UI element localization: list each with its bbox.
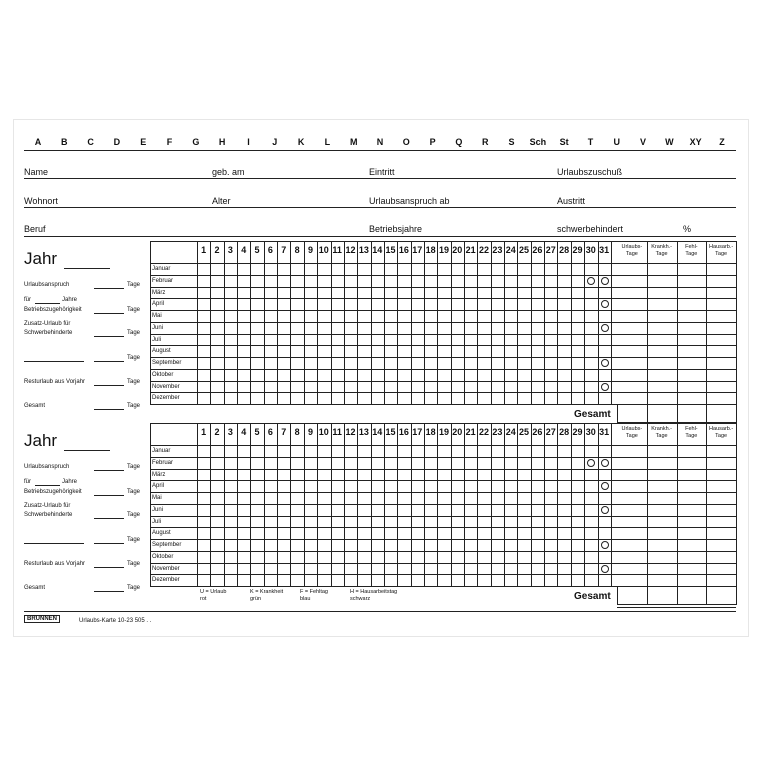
block-1-side-line-1 — [35, 303, 60, 304]
block-2-day-header-21: 21 — [465, 427, 476, 437]
block-1-summary-head-1-l1: Krankh.- — [651, 244, 673, 250]
alphabet-tab-a[interactable]: A — [34, 137, 42, 147]
legend-3-l2: schwarz — [350, 596, 371, 602]
block-2-sum-divider — [736, 423, 737, 605]
block-1-unavailable-day-marker — [601, 324, 609, 332]
block-2-day-header-3: 3 — [227, 427, 233, 437]
block-1-summary-head-3-l1: Hausarb.- — [709, 244, 734, 250]
block-2-sum-divider — [647, 423, 648, 605]
alphabet-tab-n[interactable]: N — [376, 137, 384, 147]
alphabet-tab-g[interactable]: G — [192, 137, 200, 147]
legend-2-l1: F = Fehltag — [300, 589, 328, 595]
block-1-day-header-13: 13 — [358, 245, 369, 255]
block-2-side-line-2 — [94, 495, 124, 496]
block-2-day-header-5: 5 — [254, 427, 260, 437]
block-1-row-line — [150, 275, 736, 276]
field-label-beruf: Beruf — [24, 224, 46, 234]
block-2-day-header-30: 30 — [585, 427, 596, 437]
block-1-jahr-line — [64, 268, 110, 269]
block-1-summary-head-1-l2: Tage — [655, 251, 668, 257]
block-1-row-line — [150, 263, 736, 264]
field-label-percent: % — [683, 224, 692, 234]
block-1-jahr-label: Jahr — [24, 249, 58, 268]
block-2-jahr-label: Jahr — [24, 431, 58, 450]
block-1-day-header-18: 18 — [425, 245, 436, 255]
legend-1-l2: grün — [250, 596, 262, 602]
field-label-alter: Alter — [212, 196, 231, 206]
block-1-day-header-28: 28 — [559, 245, 570, 255]
block-2-day-header-15: 15 — [385, 427, 396, 437]
block-2-row-line — [150, 539, 736, 540]
alphabet-tab-t[interactable]: T — [587, 137, 594, 147]
block-1-month-2: März — [152, 289, 166, 296]
block-2-month-2: März — [152, 471, 166, 478]
block-1-row-line — [150, 381, 736, 382]
block-2-day-header-6: 6 — [267, 427, 273, 437]
block-1-sum-divider — [647, 241, 648, 423]
block-2-row-line — [150, 574, 736, 575]
block-1-day-header-21: 21 — [465, 245, 476, 255]
alphabet-tab-k[interactable]: K — [297, 137, 305, 147]
block-1-row-line — [150, 334, 736, 335]
block-2-day-header-10: 10 — [318, 427, 329, 437]
block-1-day-header-7: 7 — [281, 245, 287, 255]
block-2-side-tage-extra: Tage — [127, 537, 141, 543]
block-2-day-header-27: 27 — [545, 427, 556, 437]
block-2-row-line — [150, 445, 736, 446]
block-2-row-line — [150, 551, 736, 552]
block-2-unavailable-day-marker — [601, 506, 609, 514]
block-2-gesamt-line — [617, 604, 736, 605]
block-2-side-line-7 — [94, 591, 124, 592]
alphabet-tab-st[interactable]: St — [559, 137, 569, 147]
block-1-side-zusatz2: Schwerbehinderte — [24, 330, 73, 336]
alphabet-tab-c[interactable]: C — [87, 137, 94, 147]
block-1-month-10: November — [152, 383, 180, 390]
block-1-summary-head-0-l2: Tage — [625, 251, 638, 257]
block-1-row-line — [150, 310, 736, 311]
block-1-row-line — [150, 287, 736, 288]
block-2-day-header-9: 9 — [307, 427, 313, 437]
block-2-side-zusatz1: Zusatz-Urlaub für — [24, 503, 71, 509]
block-1-day-header-1: 1 — [201, 245, 207, 255]
block-1-day-header-12: 12 — [345, 245, 356, 255]
block-2-side-tage-4: Tage — [127, 512, 141, 518]
legend-3-l1: H = Hausarbeitstag — [350, 589, 398, 595]
block-2-day-header-4: 4 — [241, 427, 247, 437]
block-1-row-line — [150, 404, 736, 405]
field-line-2 — [24, 207, 736, 208]
block-2-side-gesamt: Gesamt — [24, 585, 46, 591]
block-2-day-header-18: 18 — [425, 427, 436, 437]
block-2-side-jahre: Jahre — [62, 479, 78, 485]
block-1-month-7: August — [152, 348, 171, 355]
block-1-sum-divider — [736, 241, 737, 423]
block-2-side-tage-6: Tage — [127, 561, 141, 567]
block-2-side-line-0 — [94, 470, 124, 471]
block-2-row-line — [150, 504, 736, 505]
block-2-side-line-4 — [94, 518, 124, 519]
legend-0-l1: U = Urlaub — [200, 589, 227, 595]
block-1-month-9: Oktober — [152, 371, 174, 378]
block-1-day-header-3: 3 — [227, 245, 233, 255]
field-label-wohnort: Wohnort — [24, 196, 58, 206]
block-2-day-header-11: 11 — [332, 427, 342, 437]
block-1-day-header-26: 26 — [532, 245, 543, 255]
brunnen-logo: BRUNNEN — [24, 615, 60, 623]
block-2-side-urlaubsanspruch: Urlaubsanspruch — [24, 464, 70, 470]
block-1-side-tage-2: Tage — [127, 307, 141, 313]
block-1-month-5: Juni — [152, 324, 164, 331]
block-1-day-header-20: 20 — [452, 245, 463, 255]
block-1-unavailable-day-marker — [601, 300, 609, 308]
alphabet-tab-s[interactable]: S — [508, 137, 515, 147]
block-1-side-zusatz1: Zusatz-Urlaub für — [24, 321, 71, 327]
block-2-day-header-20: 20 — [452, 427, 463, 437]
block-1-day-header-5: 5 — [254, 245, 260, 255]
block-1-day-header-17: 17 — [412, 245, 423, 255]
block-1-unavailable-day-marker — [601, 383, 609, 391]
block-1-day-header-25: 25 — [519, 245, 530, 255]
alphabet-tab-l[interactable]: L — [324, 137, 331, 147]
alphabet-tab-h[interactable]: H — [218, 137, 226, 147]
block-1-gesamt-total-label: Gesamt — [574, 409, 611, 420]
alphabet-tab-d[interactable]: D — [113, 137, 121, 147]
block-2-row-line — [150, 480, 736, 481]
block-1-day-header-2: 2 — [214, 245, 220, 255]
block-2-side-line-5 — [24, 543, 84, 544]
block-2-month-5: Juni — [152, 506, 164, 513]
block-2-summary-head-1-l1: Krankh.- — [651, 426, 673, 432]
block-2-jahr-line — [64, 450, 110, 451]
block-1-month-8: September — [152, 360, 182, 366]
block-1-day-header-30: 30 — [585, 245, 596, 255]
block-1-side-urlaubsanspruch: Urlaubsanspruch — [24, 282, 70, 288]
block-2-day-header-31: 31 — [599, 427, 610, 437]
block-1-side-fuer: für — [24, 297, 32, 303]
block-1-side-line-5 — [24, 361, 84, 362]
block-2-summary-head-1-l2: Tage — [655, 433, 668, 439]
block-1-month-6: Juli — [152, 336, 162, 343]
block-2-sum-left-ext — [617, 586, 618, 605]
field-label-name: Name — [24, 167, 49, 177]
block-1-day-header-16: 16 — [398, 245, 409, 255]
block-2-day-header-26: 26 — [532, 427, 543, 437]
alphabet-tab-o[interactable]: O — [402, 137, 410, 147]
block-2-row-line — [150, 586, 736, 587]
field-label-eintritt: Eintritt — [369, 167, 395, 177]
block-2-row-line — [150, 516, 736, 517]
block-2-summary-head-2-l2: Tage — [685, 433, 698, 439]
field-label-schwerbehindert: schwerbehindert — [557, 224, 624, 234]
block-1-sum-left-ext — [617, 404, 618, 423]
footer-line — [24, 611, 736, 612]
block-2-summary-head-3-l1: Hausarb.- — [709, 426, 734, 432]
block-2-month-4: Mai — [152, 495, 162, 501]
block-2-unavailable-day-marker — [587, 459, 595, 467]
alphabet-tab-f[interactable]: F — [166, 137, 173, 147]
block-2-day-header-2: 2 — [214, 427, 220, 437]
bottom-double-line-1 — [617, 607, 736, 608]
block-1-day-header-29: 29 — [572, 245, 583, 255]
block-2-day-header-22: 22 — [479, 427, 490, 437]
field-label-geb-am: geb. am — [212, 167, 245, 177]
block-2-side-line-6 — [94, 567, 124, 568]
block-1-grid-top — [150, 241, 736, 242]
alphabet-tab-v[interactable]: V — [640, 137, 647, 147]
alphabet-tab-u[interactable]: U — [613, 137, 621, 147]
block-1-day-header-27: 27 — [545, 245, 556, 255]
block-1-day-header-9: 9 — [307, 245, 313, 255]
block-1-summary-head-3-l2: Tage — [715, 251, 728, 257]
block-2-gesamt-total-label: Gesamt — [574, 591, 611, 602]
block-2-row-line — [150, 563, 736, 564]
block-1-month-0: Januar — [152, 266, 171, 272]
block-1-day-header-19: 19 — [438, 245, 449, 255]
alphabet-tab-sch[interactable]: Sch — [529, 137, 547, 147]
block-1-day-header-14: 14 — [372, 245, 383, 255]
block-1-day-header-24: 24 — [505, 245, 516, 255]
block-2-side-line-1 — [35, 485, 60, 486]
block-1-side-line-extra — [94, 361, 124, 362]
legend-0-l2: rot — [200, 596, 207, 602]
block-1-side-line-2 — [94, 313, 124, 314]
alphabet-tab-z[interactable]: Z — [719, 137, 725, 147]
field-label-austritt: Austritt — [557, 196, 586, 206]
block-2-unavailable-day-marker — [601, 565, 609, 573]
block-1-summary-head-0-l1: Urlaubs- — [621, 244, 643, 250]
alphabet-tab-i[interactable]: I — [247, 137, 250, 147]
block-2-summary-head-3-l2: Tage — [715, 433, 728, 439]
alphabet-tab-p[interactable]: P — [429, 137, 436, 147]
block-1-side-tage-6: Tage — [127, 379, 141, 385]
block-1-row-line — [150, 345, 736, 346]
block-1-day-header-31: 31 — [599, 245, 610, 255]
block-2-side-tage-0: Tage — [127, 464, 141, 470]
block-2-month-7: August — [152, 530, 171, 537]
legend-2-l2: blau — [300, 596, 311, 602]
block-1-side-betriebszugehoerigkeit: Betriebszugehörigkeit — [24, 307, 82, 313]
block-1-day-header-6: 6 — [267, 245, 273, 255]
block-2-row-line — [150, 457, 736, 458]
block-2-month-6: Juli — [152, 518, 162, 525]
block-1-row-line — [150, 357, 736, 358]
block-1-month-4: Mai — [152, 313, 162, 319]
block-1-row-line — [150, 298, 736, 299]
block-1-side-line-4 — [94, 336, 124, 337]
block-1-side-line-0 — [94, 288, 124, 289]
block-2-day-header-1: 1 — [201, 427, 207, 437]
alphabet-tab-e[interactable]: E — [140, 137, 147, 147]
block-2-summary-head-0-l2: Tage — [625, 433, 638, 439]
block-1-side-tage-7: Tage — [127, 403, 141, 409]
block-2-month-1: Februar — [152, 459, 174, 466]
field-line-3 — [24, 236, 736, 237]
block-2-row-line — [150, 469, 736, 470]
block-1-summary-head-2-l2: Tage — [685, 251, 698, 257]
block-1-month-1: Februar — [152, 277, 174, 284]
block-1-side-line-6 — [94, 385, 124, 386]
block-1-summary-head-2-l1: Fehl- — [685, 244, 698, 250]
block-2-grid-top — [150, 423, 736, 424]
block-2-unavailable-day-marker — [601, 541, 609, 549]
block-1-sum-divider — [677, 241, 678, 423]
legend-1-l1: K = Krankheit — [250, 589, 284, 595]
block-2-day-header-29: 29 — [572, 427, 583, 437]
block-1-row-line — [150, 392, 736, 393]
block-2-day-header-14: 14 — [372, 427, 383, 437]
block-2-day-header-25: 25 — [519, 427, 530, 437]
block-2-day-header-8: 8 — [294, 427, 300, 437]
block-2-unavailable-day-marker — [601, 459, 609, 467]
block-1-day-header-8: 8 — [294, 245, 300, 255]
block-2-day-header-28: 28 — [559, 427, 570, 437]
block-1-side-tage-0: Tage — [127, 282, 141, 288]
block-2-row-line — [150, 492, 736, 493]
block-2-summary-head-0-l1: Urlaubs- — [621, 426, 643, 432]
block-1-side-line-7 — [94, 409, 124, 410]
block-2-day-header-23: 23 — [492, 427, 503, 437]
alphabet-tab-j[interactable]: J — [272, 137, 278, 147]
block-1-side-jahre: Jahre — [62, 297, 78, 303]
block-1-day-header-23: 23 — [492, 245, 503, 255]
alphabet-underline — [24, 150, 736, 151]
block-1-day-header-10: 10 — [318, 245, 329, 255]
block-2-day-header-12: 12 — [345, 427, 356, 437]
block-1-day-header-15: 15 — [385, 245, 396, 255]
block-1-row-line — [150, 369, 736, 370]
block-2-month-9: Oktober — [152, 553, 174, 560]
alphabet-tab-r[interactable]: R — [481, 137, 489, 147]
block-2-month-11: Dezember — [152, 577, 180, 584]
alphabet-tab-xy[interactable]: XY — [689, 137, 702, 147]
block-1-side-tage-extra: Tage — [127, 355, 141, 361]
field-label-betriebsjahre: Betriebsjahre — [369, 224, 423, 234]
block-1-day-header-11: 11 — [332, 245, 342, 255]
block-2-day-header-17: 17 — [412, 427, 423, 437]
block-1-month-3: April — [152, 301, 165, 308]
block-2-day-header-13: 13 — [358, 427, 369, 437]
block-2-unavailable-day-marker — [601, 482, 609, 490]
block-2-side-fuer: für — [24, 479, 32, 485]
block-2-side-tage-2: Tage — [127, 489, 141, 495]
block-2-summary-head-2-l1: Fehl- — [685, 426, 698, 432]
block-2-side-betriebszugehoerigkeit: Betriebszugehörigkeit — [24, 489, 82, 495]
alphabet-tab-w[interactable]: W — [665, 137, 674, 147]
block-1-unavailable-day-marker — [601, 277, 609, 285]
block-2-month-10: November — [152, 565, 180, 572]
block-2-day-header-7: 7 — [281, 427, 287, 437]
block-1-unavailable-day-marker — [587, 277, 595, 285]
block-2-sum-divider — [677, 423, 678, 605]
block-2-day-header-16: 16 — [398, 427, 409, 437]
block-2-side-resturlaub: Resturlaub aus Vorjahr — [24, 561, 86, 567]
field-label-urlaubsanspruch-ab: Urlaubsanspruch ab — [369, 196, 450, 206]
block-1-day-header-22: 22 — [479, 245, 490, 255]
field-label-urlaubszuschuss: Urlaubszuschuß — [557, 167, 623, 177]
block-1-side-tage-4: Tage — [127, 330, 141, 336]
block-2-month-8: September — [152, 542, 182, 548]
block-1-day-header-4: 4 — [241, 245, 247, 255]
block-2-sum-divider — [706, 423, 707, 605]
block-2-month-3: April — [152, 483, 165, 490]
block-1-month-11: Dezember — [152, 395, 180, 402]
block-2-day-header-24: 24 — [505, 427, 516, 437]
block-2-side-zusatz2: Schwerbehinderte — [24, 512, 73, 518]
block-2-row-line — [150, 527, 736, 528]
block-1-side-gesamt: Gesamt — [24, 403, 46, 409]
block-1-unavailable-day-marker — [601, 359, 609, 367]
alphabet-tab-q[interactable]: Q — [455, 137, 463, 147]
block-1-side-resturlaub: Resturlaub aus Vorjahr — [24, 379, 86, 385]
block-1-sum-divider — [706, 241, 707, 423]
field-line-1 — [24, 178, 736, 179]
block-2-day-header-19: 19 — [438, 427, 449, 437]
block-2-side-line-extra — [94, 543, 124, 544]
block-2-month-0: Januar — [152, 448, 171, 454]
product-code: Urlaubs-Karte 10-23 505 . . — [79, 618, 152, 624]
block-2-side-tage-7: Tage — [127, 585, 141, 591]
block-1-row-line — [150, 322, 736, 323]
alphabet-tab-b[interactable]: B — [61, 137, 68, 147]
alphabet-tab-m[interactable]: M — [349, 137, 358, 147]
